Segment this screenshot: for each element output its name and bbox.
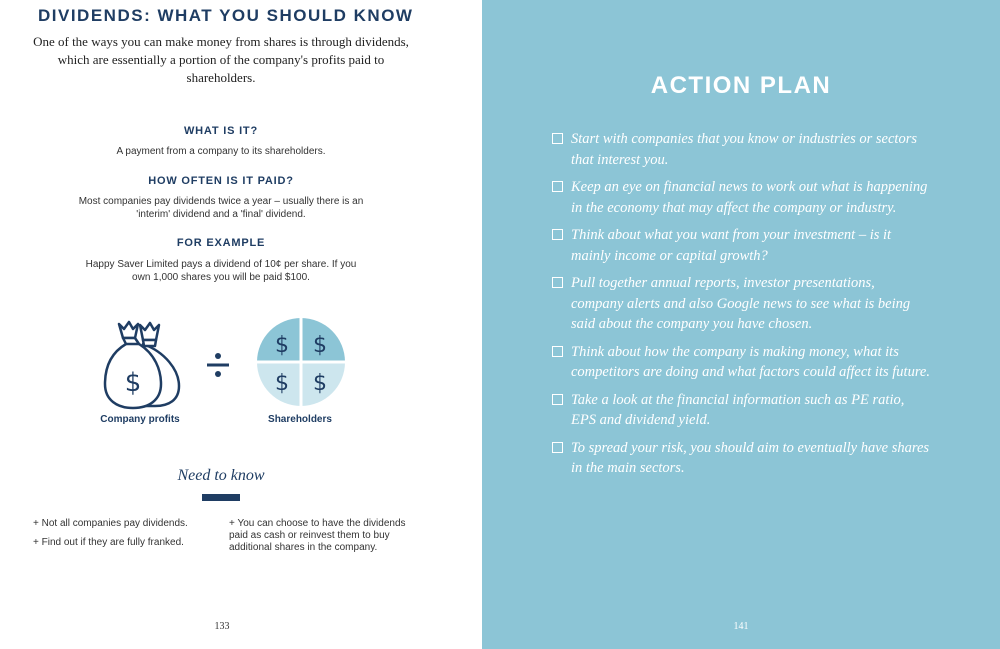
right-page-number: 141 (733, 621, 749, 632)
section-text-how-often: Most companies pay dividends twice a year – usually there is an 'interim' dividend and a 'final' dividend. (78, 196, 364, 220)
right-page (482, 0, 1000, 649)
section-heading-for-example: FOR EXAMPLE (176, 237, 266, 249)
intro-paragraph: One of the ways you can make money from shares is through dividends, which are essentially a portion of the company's profits paid to shareholders. (33, 34, 409, 85)
left-page-number: 133 (214, 621, 230, 632)
section-heading-how-often: HOW OFTEN IS IT PAID? (148, 175, 294, 187)
checkbox-icon[interactable] (552, 181, 563, 192)
checkbox-icon[interactable] (552, 442, 563, 453)
bullet-fully-franked: + Find out if they are fully franked. (33, 537, 184, 548)
section-text-what-is-it: A payment from a company to its shareholders. (116, 146, 326, 157)
checkbox-icon[interactable] (552, 133, 563, 144)
checkbox-icon[interactable] (552, 229, 563, 240)
shareholders-pie-icon (255, 316, 347, 408)
pie-dollar-3: $ (275, 371, 289, 396)
pie-dollar-1: $ (275, 333, 289, 358)
checklist-item-text: Take a look at the financial information such as PE ratio, EPS and dividend yield. (571, 391, 905, 428)
checkbox-icon[interactable] (552, 346, 563, 357)
checklist-item (550, 225, 930, 266)
checkbox-icon[interactable] (552, 277, 563, 288)
checklist-item (550, 129, 930, 170)
need-to-know-divider (202, 494, 240, 501)
checklist-item-text: Keep an eye on financial news to work out what is happening in the economy that may affect the company or industry. (571, 179, 928, 216)
checklist-item (550, 438, 930, 479)
checklist-item-text: Think about how the company is making money, what its competitors are doing and what factors could affect its future. (571, 343, 930, 380)
divide-icon (206, 350, 230, 380)
bullet-cash-or-reinvest: + You can choose to have the dividends paid as cash or reinvest them to buy additional shares in the company. (229, 518, 406, 553)
money-bags-icon (103, 318, 183, 410)
action-plan-title: ACTION PLAN (650, 72, 832, 99)
checklist-item (550, 342, 930, 383)
checklist-item-text: To spread your risk, you should aim to eventually have shares in the main sectors. (571, 439, 930, 476)
page-title: DIVIDENDS: WHAT YOU SHOULD KNOW (38, 6, 414, 25)
bag-dollar-sign: $ (124, 368, 142, 398)
pie-dollar-2: $ (313, 333, 327, 358)
bullet-not-all-pay: + Not all companies pay dividends. (33, 518, 188, 529)
company-profits-caption: Company profits (100, 414, 180, 425)
left-page (0, 0, 482, 649)
pie-dollar-4: $ (313, 371, 327, 396)
checkbox-icon[interactable] (552, 394, 563, 405)
action-plan-checklist (550, 129, 930, 486)
checklist-item (550, 273, 930, 335)
checklist-item-text: Start with companies that you know or industries or sectors that interest you. (571, 131, 917, 168)
checklist-item (550, 390, 930, 431)
need-to-know-heading: Need to know (177, 467, 265, 484)
checklist-item-text: Think about what you want from your investment – is it mainly income or capital growth? (571, 227, 892, 264)
section-text-for-example: Happy Saver Limited pays a dividend of 10¢ per share. If you own 1,000 shares you will be paid $100. (85, 259, 357, 283)
checklist-item-text: Pull together annual reports, investor presentations, company alerts and also Google news to see what is being said about the company you have chosen. (571, 275, 911, 332)
shareholders-caption: Shareholders (268, 414, 332, 425)
section-heading-what-is-it: WHAT IS IT? (184, 125, 258, 137)
checklist-item (550, 177, 930, 218)
